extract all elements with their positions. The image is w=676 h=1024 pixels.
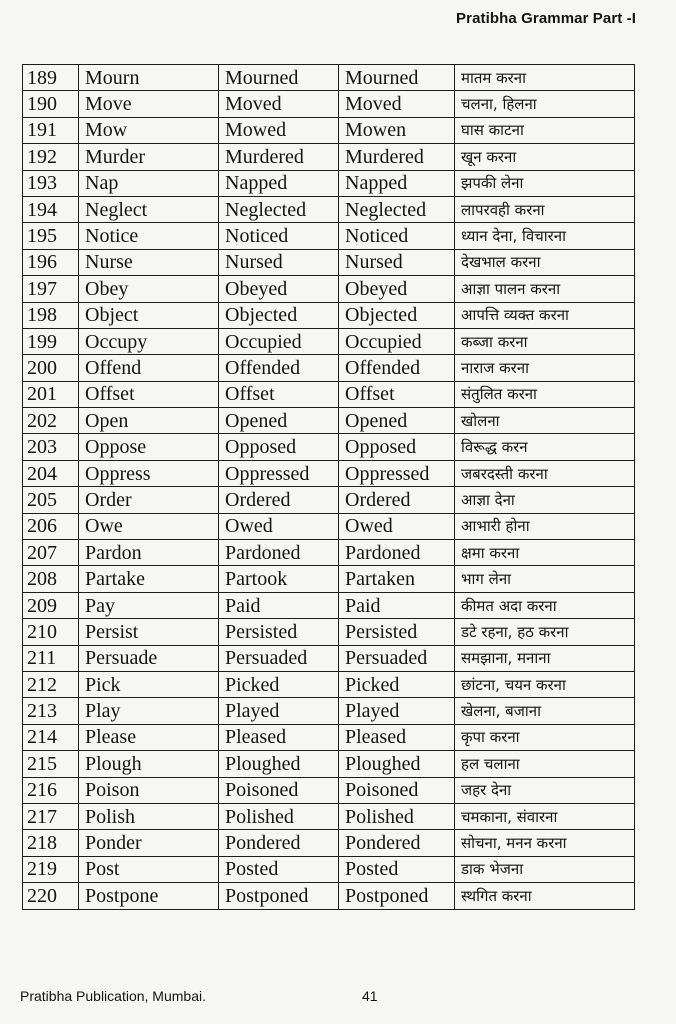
table-row	[23, 196, 635, 222]
base-form: Pardon	[79, 540, 219, 566]
hindi-meaning: आज्ञा पालन करना	[455, 276, 635, 302]
past-form: Opened	[219, 408, 339, 434]
past-participle: Offended	[339, 355, 455, 381]
page-header-title: Pratibha Grammar Part -I	[456, 10, 636, 27]
past-form: Postponed	[219, 883, 339, 909]
table-row	[23, 91, 635, 117]
past-form: Obeyed	[219, 276, 339, 302]
base-form: Object	[79, 302, 219, 328]
base-form: Open	[79, 408, 219, 434]
past-form: Opposed	[219, 434, 339, 460]
row-number: 204	[23, 460, 79, 486]
past-form: Ordered	[219, 487, 339, 513]
past-participle: Persuaded	[339, 645, 455, 671]
past-participle: Ploughed	[339, 751, 455, 777]
row-number: 201	[23, 381, 79, 407]
past-form: Ploughed	[219, 751, 339, 777]
past-participle: Pardoned	[339, 540, 455, 566]
hindi-meaning: लापरवही करना	[455, 196, 635, 222]
table-row	[23, 592, 635, 618]
past-participle: Pleased	[339, 724, 455, 750]
past-participle: Played	[339, 698, 455, 724]
table-row	[23, 408, 635, 434]
past-participle: Owed	[339, 513, 455, 539]
past-participle: Posted	[339, 856, 455, 882]
row-number: 203	[23, 434, 79, 460]
table-row	[23, 619, 635, 645]
past-form: Partook	[219, 566, 339, 592]
base-form: Ponder	[79, 830, 219, 856]
table-row	[23, 434, 635, 460]
table-row	[23, 144, 635, 170]
base-form: Nurse	[79, 249, 219, 275]
row-number: 212	[23, 671, 79, 697]
past-participle: Neglected	[339, 196, 455, 222]
hindi-meaning: भाग लेना	[455, 566, 635, 592]
past-form: Neglected	[219, 196, 339, 222]
hindi-meaning: कीमत अदा करना	[455, 592, 635, 618]
row-number: 199	[23, 328, 79, 354]
table-row	[23, 117, 635, 143]
table-row	[23, 751, 635, 777]
row-number: 191	[23, 117, 79, 143]
table-row	[23, 777, 635, 803]
verb-forms-table	[22, 64, 634, 910]
base-form: Post	[79, 856, 219, 882]
hindi-meaning: मातम करना	[455, 65, 635, 91]
hindi-meaning: जबरदस्ती करना	[455, 460, 635, 486]
base-form: Poison	[79, 777, 219, 803]
past-participle: Picked	[339, 671, 455, 697]
table-row	[23, 856, 635, 882]
past-form: Noticed	[219, 223, 339, 249]
past-form: Murdered	[219, 144, 339, 170]
base-form: Play	[79, 698, 219, 724]
table-row	[23, 223, 635, 249]
past-form: Oppressed	[219, 460, 339, 486]
past-form: Offended	[219, 355, 339, 381]
past-participle: Moved	[339, 91, 455, 117]
row-number: 192	[23, 144, 79, 170]
page-number: 41	[362, 988, 378, 1004]
table-row	[23, 724, 635, 750]
hindi-meaning: समझाना, मनाना	[455, 645, 635, 671]
verb-table	[22, 64, 635, 910]
row-number: 195	[23, 223, 79, 249]
base-form: Partake	[79, 566, 219, 592]
table-row	[23, 302, 635, 328]
past-participle: Polished	[339, 803, 455, 829]
hindi-meaning: क्षमा करना	[455, 540, 635, 566]
past-participle: Noticed	[339, 223, 455, 249]
row-number: 219	[23, 856, 79, 882]
past-form: Napped	[219, 170, 339, 196]
row-number: 207	[23, 540, 79, 566]
table-row	[23, 249, 635, 275]
base-form: Owe	[79, 513, 219, 539]
past-participle: Partaken	[339, 566, 455, 592]
past-participle: Murdered	[339, 144, 455, 170]
row-number: 205	[23, 487, 79, 513]
row-number: 216	[23, 777, 79, 803]
table-row	[23, 460, 635, 486]
past-form: Mowed	[219, 117, 339, 143]
base-form: Pick	[79, 671, 219, 697]
hindi-meaning: संतुलित करना	[455, 381, 635, 407]
past-form: Moved	[219, 91, 339, 117]
hindi-meaning: नाराज करना	[455, 355, 635, 381]
base-form: Nap	[79, 170, 219, 196]
row-number: 197	[23, 276, 79, 302]
past-participle: Opposed	[339, 434, 455, 460]
past-form: Pondered	[219, 830, 339, 856]
past-form: Posted	[219, 856, 339, 882]
row-number: 196	[23, 249, 79, 275]
table-row	[23, 65, 635, 91]
footer-publisher: Pratibha Publication, Mumbai.	[20, 988, 206, 1004]
past-form: Polished	[219, 803, 339, 829]
base-form: Please	[79, 724, 219, 750]
past-form: Owed	[219, 513, 339, 539]
past-participle: Ordered	[339, 487, 455, 513]
table-row	[23, 566, 635, 592]
past-form: Nursed	[219, 249, 339, 275]
hindi-meaning: हल चलाना	[455, 751, 635, 777]
hindi-meaning: छांटना, चयन करना	[455, 671, 635, 697]
hindi-meaning: खेलना, बजाना	[455, 698, 635, 724]
table-row	[23, 328, 635, 354]
row-number: 189	[23, 65, 79, 91]
past-form: Played	[219, 698, 339, 724]
row-number: 213	[23, 698, 79, 724]
row-number: 210	[23, 619, 79, 645]
hindi-meaning: घास काटना	[455, 117, 635, 143]
row-number: 218	[23, 830, 79, 856]
hindi-meaning: आभारी होना	[455, 513, 635, 539]
past-form: Poisoned	[219, 777, 339, 803]
row-number: 208	[23, 566, 79, 592]
hindi-meaning: डाक भेजना	[455, 856, 635, 882]
past-participle: Offset	[339, 381, 455, 407]
row-number: 194	[23, 196, 79, 222]
base-form: Persuade	[79, 645, 219, 671]
hindi-meaning: चलना, हिलना	[455, 91, 635, 117]
row-number: 211	[23, 645, 79, 671]
base-form: Postpone	[79, 883, 219, 909]
past-participle: Obeyed	[339, 276, 455, 302]
row-number: 220	[23, 883, 79, 909]
table-row	[23, 830, 635, 856]
base-form: Offset	[79, 381, 219, 407]
table-row	[23, 170, 635, 196]
row-number: 209	[23, 592, 79, 618]
base-form: Oppress	[79, 460, 219, 486]
base-form: Neglect	[79, 196, 219, 222]
row-number: 193	[23, 170, 79, 196]
row-number: 190	[23, 91, 79, 117]
table-row	[23, 883, 635, 909]
base-form: Offend	[79, 355, 219, 381]
past-participle: Poisoned	[339, 777, 455, 803]
hindi-meaning: विरूद्ध करन	[455, 434, 635, 460]
base-form: Notice	[79, 223, 219, 249]
past-participle: Napped	[339, 170, 455, 196]
hindi-meaning: ध्यान देना, विचारना	[455, 223, 635, 249]
hindi-meaning: डटे रहना, हठ करना	[455, 619, 635, 645]
past-participle: Mourned	[339, 65, 455, 91]
table-row	[23, 645, 635, 671]
past-participle: Pondered	[339, 830, 455, 856]
past-form: Pardoned	[219, 540, 339, 566]
base-form: Mourn	[79, 65, 219, 91]
table-row	[23, 381, 635, 407]
hindi-meaning: जहर देना	[455, 777, 635, 803]
table-row	[23, 698, 635, 724]
past-participle: Mowen	[339, 117, 455, 143]
past-form: Paid	[219, 592, 339, 618]
table-row	[23, 671, 635, 697]
base-form: Persist	[79, 619, 219, 645]
past-participle: Postponed	[339, 883, 455, 909]
past-form: Pleased	[219, 724, 339, 750]
table-row	[23, 276, 635, 302]
base-form: Oppose	[79, 434, 219, 460]
row-number: 217	[23, 803, 79, 829]
hindi-meaning: आज्ञा देना	[455, 487, 635, 513]
hindi-meaning: खून करना	[455, 144, 635, 170]
past-form: Objected	[219, 302, 339, 328]
row-number: 198	[23, 302, 79, 328]
past-participle: Opened	[339, 408, 455, 434]
past-form: Offset	[219, 381, 339, 407]
hindi-meaning: खोलना	[455, 408, 635, 434]
past-participle: Nursed	[339, 249, 455, 275]
hindi-meaning: कब्जा करना	[455, 328, 635, 354]
base-form: Occupy	[79, 328, 219, 354]
hindi-meaning: देखभाल करना	[455, 249, 635, 275]
row-number: 200	[23, 355, 79, 381]
hindi-meaning: चमकाना, संवारना	[455, 803, 635, 829]
table-row	[23, 487, 635, 513]
base-form: Obey	[79, 276, 219, 302]
past-participle: Persisted	[339, 619, 455, 645]
base-form: Order	[79, 487, 219, 513]
base-form: Polish	[79, 803, 219, 829]
base-form: Plough	[79, 751, 219, 777]
row-number: 215	[23, 751, 79, 777]
base-form: Mow	[79, 117, 219, 143]
hindi-meaning: झपकी लेना	[455, 170, 635, 196]
hindi-meaning: कृपा करना	[455, 724, 635, 750]
past-form: Persisted	[219, 619, 339, 645]
past-participle: Objected	[339, 302, 455, 328]
past-participle: Paid	[339, 592, 455, 618]
hindi-meaning: आपत्ति व्यक्त करना	[455, 302, 635, 328]
table-row	[23, 540, 635, 566]
row-number: 202	[23, 408, 79, 434]
past-participle: Occupied	[339, 328, 455, 354]
table-row	[23, 355, 635, 381]
hindi-meaning: सोचना, मनन करना	[455, 830, 635, 856]
base-form: Move	[79, 91, 219, 117]
base-form: Murder	[79, 144, 219, 170]
hindi-meaning: स्थगित करना	[455, 883, 635, 909]
past-form: Picked	[219, 671, 339, 697]
past-form: Persuaded	[219, 645, 339, 671]
row-number: 214	[23, 724, 79, 750]
verb-table-body	[23, 65, 635, 910]
table-row	[23, 803, 635, 829]
base-form: Pay	[79, 592, 219, 618]
past-form: Mourned	[219, 65, 339, 91]
row-number: 206	[23, 513, 79, 539]
past-participle: Oppressed	[339, 460, 455, 486]
table-row	[23, 513, 635, 539]
past-form: Occupied	[219, 328, 339, 354]
